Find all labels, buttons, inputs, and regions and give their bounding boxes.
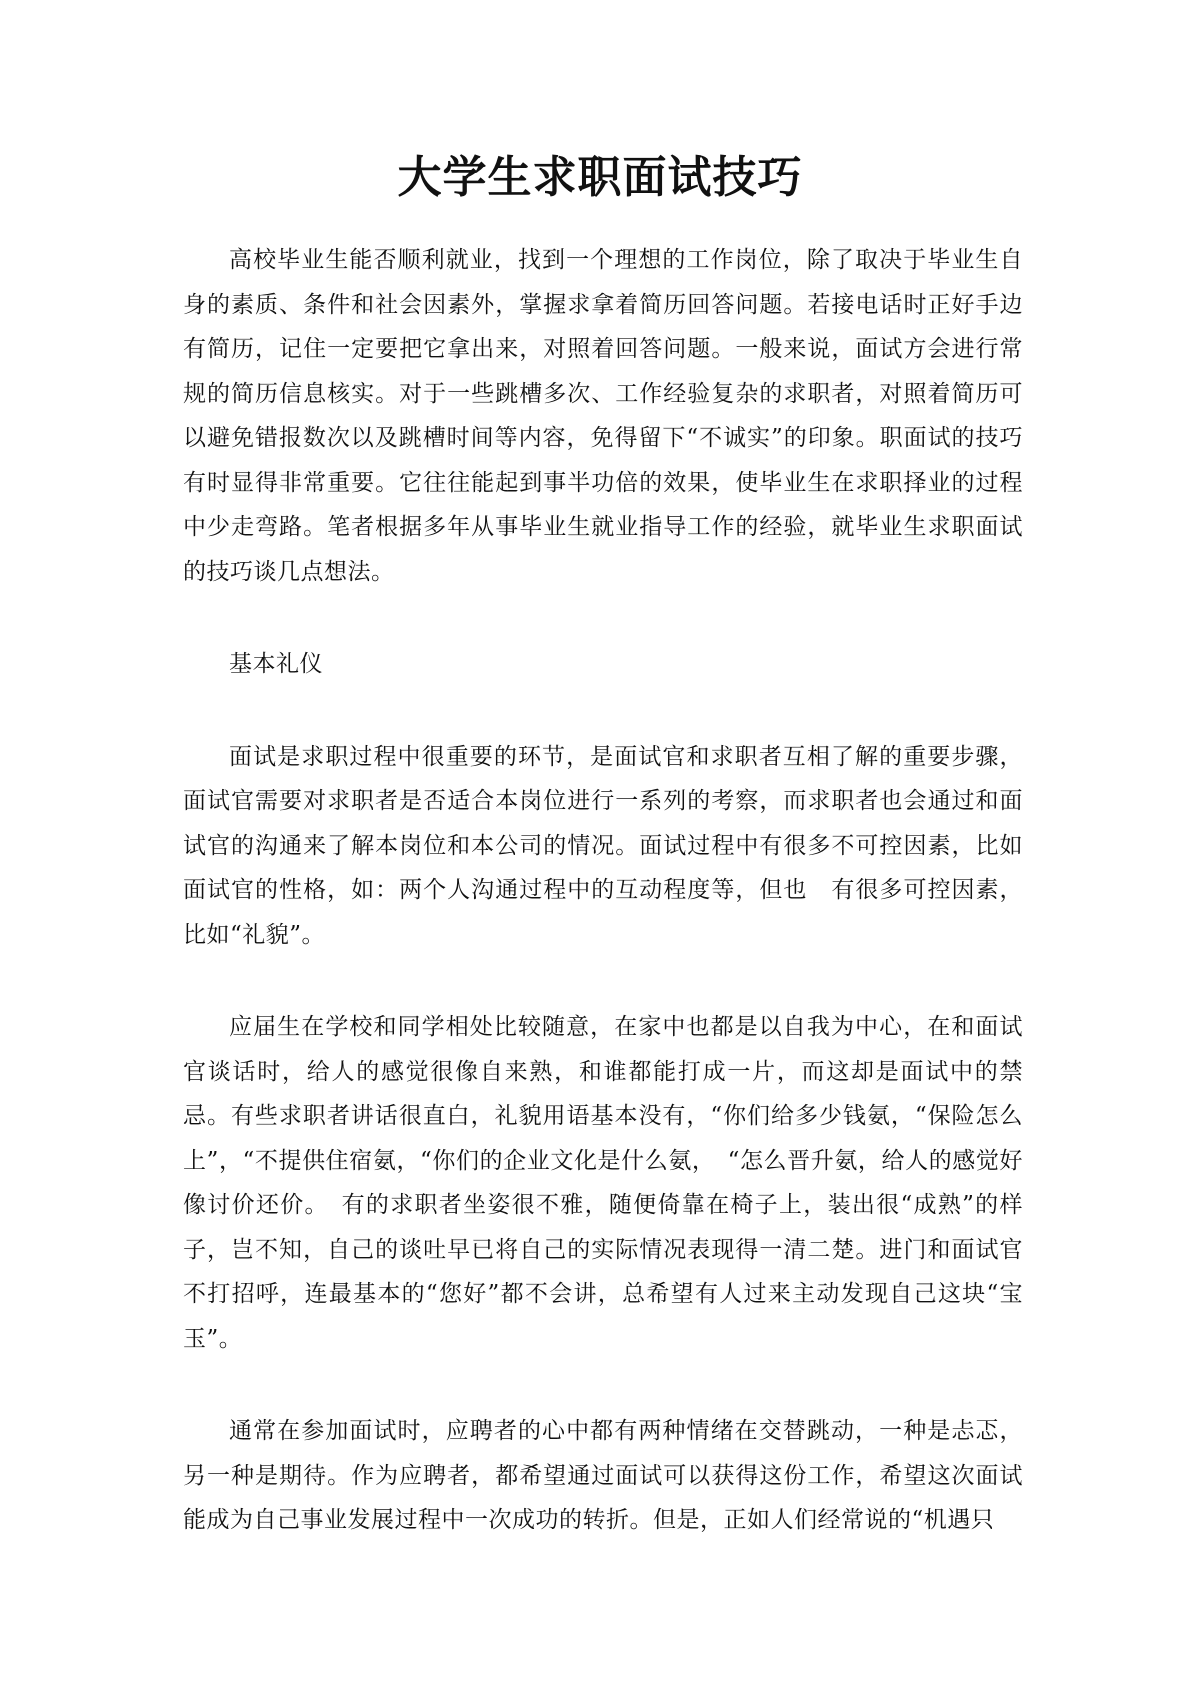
body-paragraph: 面试是求职过程中很重要的环节，是面试官和求职者互相了解的重要步骤，面试官需要对求职者是否适合本岗位进行一系列的考察，而求职者也会通过和面试官的沟通来了解本岗位和本公司的情况。面试过程中有很多不可控因素，比如面试官的性格，如：两个人沟通过程中的互动程度等，但也 有很多可控因素，比如“礼貌”。 bbox=[183, 743, 1023, 948]
body-paragraph: 通常在参加面试时，应聘者的心中都有两种情绪在交替跳动，一种是忐忑，另一种是期待。作为应聘者，都希望通过面试可以获得这份工作，希望这次面试能成为自己事业发展过程中一次成功的转折。但是，正如人们经常说的“机遇只 bbox=[183, 1418, 1023, 1533]
document-body bbox=[183, 238, 1023, 1543]
intro-paragraph: 高校毕业生能否顺利就业，找到一个理想的工作岗位，除了取决于毕业生自身的素质、条件和社会因素外，掌握求拿着简历回答问题。若接电话时正好手边有简历，记住一定要把它拿出来，对照着回答问题。一般来说，面试方会进行常规的简历信息核实。对于一些跳槽多次、工作经验复杂的求职者，对照着简历可以避免错报数次以及跳槽时间等内容，免得留下“不诚实”的印象。职面试的技巧有时显得非常重要。它往往能起到事半功倍的效果，使毕业生在求职择业的过程中少走弯路。笔者根据多年从事毕业生就业指导工作的经验，就毕业生求职面试的技巧谈几点想法。 bbox=[183, 247, 1023, 585]
body-paragraph: 应届生在学校和同学相处比较随意，在家中也都是以自我为中心，在和面试官谈话时，给人的感觉很像自来熟，和谁都能打成一片，而这却是面试中的禁忌。有些求职者讲话很直白，礼貌用语基本没有，“你们给多少钱氨，“保险怎么上”，“不提供住宿氨，“你们的企业文化是什么氨， “怎么晋升氨，给人的感觉好像讨价还价。 有的求职者坐姿很不雅，随便倚靠在椅子上，装出很“成熟”的样子，岂不知，自己的谈吐早已将自己的实际情况表现得一清二楚。进门和面试官不打招呼，连最基本的“您好”都不会讲，总希望有人过来主动发现自己这块“宝玉”。 bbox=[183, 1014, 1023, 1352]
document-title: 大学生求职面试技巧 bbox=[397, 152, 803, 203]
section-heading-etiquette: 基本礼仪 bbox=[229, 651, 323, 677]
